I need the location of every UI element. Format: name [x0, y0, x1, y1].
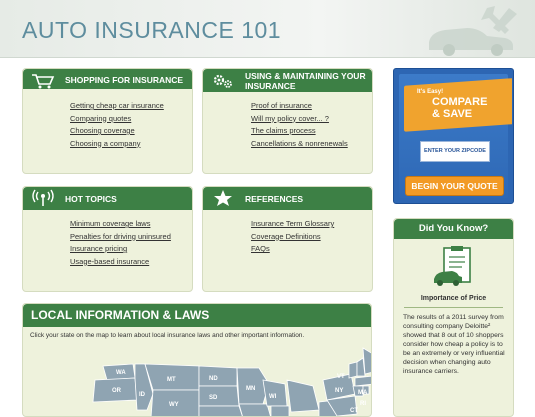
- using-links: [251, 100, 348, 150]
- list-item: [70, 218, 171, 231]
- link-choosing-coverage[interactable]: Choosing coverage: [70, 126, 135, 135]
- using-card-header: [203, 69, 372, 92]
- state-label: WI: [269, 394, 277, 400]
- link-minimum-coverage[interactable]: Minimum coverage laws: [70, 219, 151, 228]
- did-you-know-text: The results of a 2011 survey from consulting company Deloitte² showed that 8 out of 10 shoppers consider how cheap a policy is to be an extremely or very influential decision when changing auto insurance carriers.: [403, 314, 505, 375]
- list-item: [70, 256, 171, 269]
- state-label: VT: [337, 374, 345, 380]
- using-card-title-line1: USING & MAINTAINING YOUR: [245, 71, 366, 81]
- link-cheap-car-insurance[interactable]: Getting cheap car insurance: [70, 101, 164, 110]
- state-label: OR: [112, 388, 121, 394]
- link-claims-process[interactable]: The claims process: [251, 126, 316, 135]
- link-policy-cover[interactable]: Will my policy cover... ?: [251, 113, 329, 123]
- using-card: [202, 68, 373, 174]
- link-comparing-quotes[interactable]: Comparing quotes: [70, 113, 132, 123]
- list-item: [251, 138, 348, 151]
- promo-headline-line1: COMPARE: [432, 96, 488, 108]
- link-cancellations[interactable]: Cancellations & nonrenewals: [251, 138, 348, 148]
- promo-headline-line2: & SAVE: [432, 108, 473, 120]
- hot-topics-links: [70, 218, 171, 268]
- state-label: ID: [139, 392, 145, 398]
- shopping-links: [70, 100, 164, 150]
- using-card-title-line2: INSURANCE: [245, 81, 296, 91]
- state-label: RI: [360, 401, 366, 407]
- did-you-know-title: Did You Know?: [394, 219, 513, 239]
- state-label: ND: [209, 376, 218, 382]
- broadcast-icon: [31, 189, 55, 207]
- link-faqs[interactable]: FAQs: [251, 244, 270, 253]
- list-item: [251, 100, 348, 113]
- local-info-title: LOCAL INFORMATION & LAWS: [23, 304, 371, 327]
- state-il[interactable]: [271, 406, 289, 417]
- state-label: MN: [246, 386, 256, 392]
- hot-topics-card: [22, 186, 193, 292]
- state-ne[interactable]: [199, 406, 243, 417]
- list-item: [70, 243, 171, 256]
- references-card: [202, 186, 373, 292]
- list-item: [251, 218, 334, 231]
- us-map: [23, 344, 372, 417]
- state-label: CT: [350, 408, 358, 414]
- zipcode-input[interactable]: ENTER YOUR ZIPCODE: [420, 141, 490, 162]
- promo-easy-text: It's Easy!: [417, 89, 444, 95]
- did-you-know-subtitle: Importance of Price: [420, 295, 487, 302]
- state-label: MA: [358, 390, 368, 396]
- references-title: REFERENCES: [245, 194, 304, 204]
- local-info-panel: [22, 303, 372, 417]
- list-item: [251, 113, 348, 126]
- shopping-cart-icon: [31, 72, 55, 90]
- page-title: AUTO INSURANCE 101: [22, 17, 282, 43]
- star-icon: [211, 189, 235, 207]
- state-label: WY: [169, 402, 179, 408]
- begin-quote-button[interactable]: BEGIN YOUR QUOTE: [405, 176, 504, 196]
- list-item: [70, 125, 164, 138]
- using-card-title: [245, 71, 366, 91]
- link-penalties[interactable]: Penalties for driving uninsured: [70, 231, 171, 241]
- link-choosing-company[interactable]: Choosing a company: [70, 138, 141, 148]
- state-sd[interactable]: [199, 386, 239, 406]
- did-you-know-panel: [393, 218, 514, 417]
- list-item: [251, 243, 334, 256]
- link-coverage-definitions[interactable]: Coverage Definitions: [251, 231, 321, 241]
- references-links: [251, 218, 334, 256]
- clipboard-car-icon: [432, 245, 478, 289]
- link-proof-of-insurance[interactable]: Proof of insurance: [251, 101, 312, 110]
- state-me[interactable]: [363, 348, 372, 374]
- state-nd[interactable]: [199, 366, 237, 386]
- list-item: [70, 100, 164, 113]
- link-insurance-pricing[interactable]: Insurance pricing: [70, 244, 128, 253]
- shopping-card: [22, 68, 193, 174]
- hot-topics-title: HOT TOPICS: [65, 194, 117, 204]
- page-header: [0, 0, 535, 58]
- state-wi[interactable]: [263, 380, 287, 406]
- promo-headline: [432, 96, 487, 120]
- local-info-instruction: Click your state on the map to learn about local insurance laws and other important information.: [30, 332, 305, 339]
- quote-promo: [393, 68, 514, 204]
- state-ma[interactable]: [355, 376, 372, 386]
- list-item: [70, 113, 164, 126]
- list-item: [70, 231, 171, 244]
- references-header: [203, 187, 372, 210]
- state-label: NY: [335, 388, 344, 394]
- shopping-card-title: SHOPPING FOR INSURANCE: [65, 75, 184, 85]
- list-item: [251, 125, 348, 138]
- list-item: [251, 231, 334, 244]
- link-usage-based[interactable]: Usage-based insurance: [70, 256, 150, 266]
- hot-topics-header: [23, 187, 192, 210]
- state-mi[interactable]: [287, 380, 319, 412]
- divider: [404, 307, 503, 308]
- gears-icon: [211, 72, 235, 90]
- state-vt[interactable]: [349, 362, 357, 378]
- state-ia[interactable]: [239, 404, 271, 417]
- state-label: SD: [209, 395, 218, 401]
- list-item: [70, 138, 164, 151]
- link-term-glossary[interactable]: Insurance Term Glossary: [251, 219, 335, 228]
- car-wrench-icon: [409, 4, 529, 56]
- state-label: WA: [116, 370, 126, 376]
- state-label: MT: [167, 377, 176, 383]
- shopping-card-header: [23, 69, 192, 89]
